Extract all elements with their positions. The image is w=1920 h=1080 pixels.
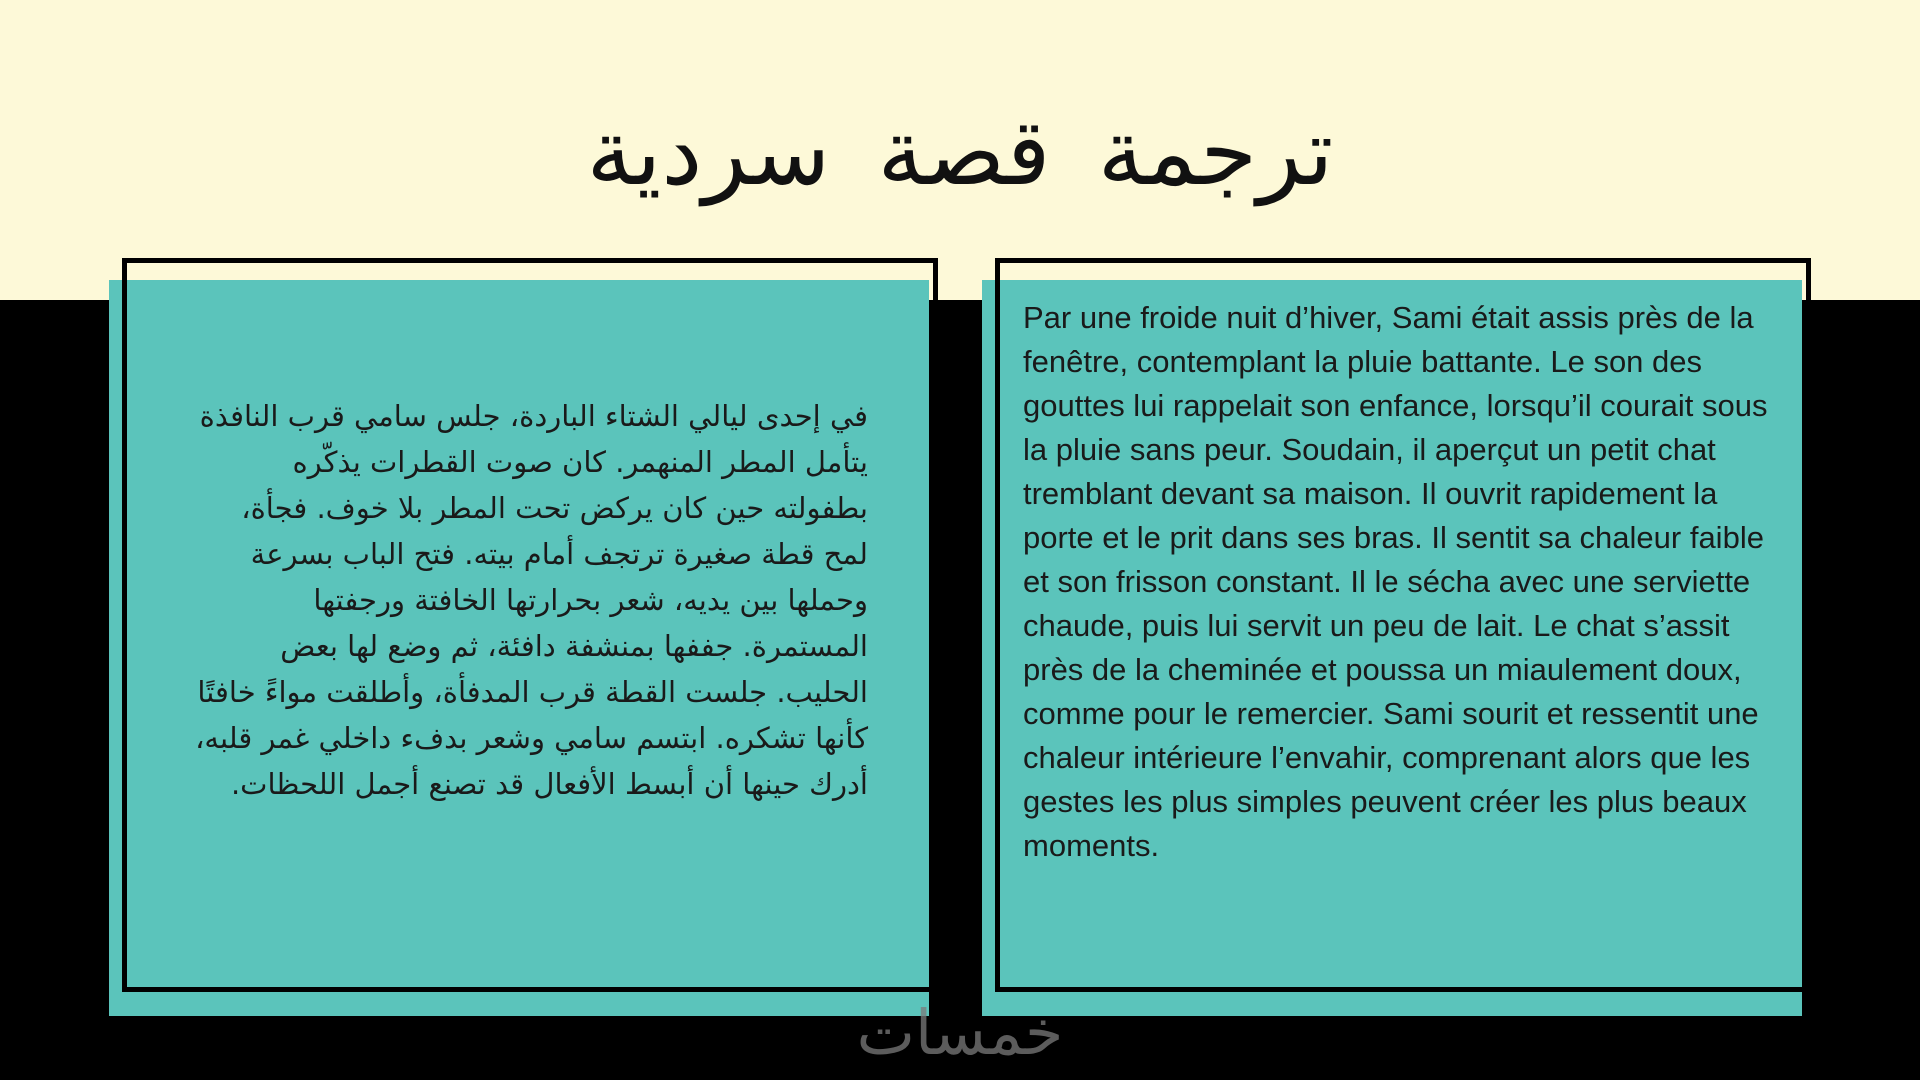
french-story-text: Par une froide nuit d’hiver, Sami était assis près de la fenêtre, contemplant la pluie battante. Le son des gouttes lui rappelait son enfance, lorsqu’il courait sous la pluie sans peur. Soudain, il aperçut un petit chat tremblant devant sa maison. Il ouvrit rapidement la porte et le prit dans ses bras. Il sentit sa chaleur faible et son frisson constant. Il le sécha avec une serviette chaude, puis lui servit un peu de lait. Le chat s’assit près de la cheminée et poussa un miaulement doux, comme pour le remercier. Sami sourit et ressentit une chaleur intérieure l’envahir, comprenant alors que les gestes les plus simples peuvent créer les plus beaux moments. xyxy=(1023,300,1768,863)
page-title: ترجمة قصة سردية xyxy=(586,99,1334,206)
watermark-logo: خمسات xyxy=(856,996,1064,1069)
arabic-story-text: في إحدى ليالي الشتاء الباردة، جلس سامي قرب النافذة يتأمل المطر المنهمر. كان صوت القطرات يذكّره بطفولته حين كان يركض تحت المطر بلا خوف. فجأة، لمح قطة صغيرة ترتجف أمام بيته. فتح الباب بسرعة وحملها بين يديه، شعر بحرارتها الخافتة ورجفتها المستمرة. جففها بمنشفة دافئة، ثم وضع لها بعض الحليب. جلست القطة قرب المدفأة، وأطلقت مواءً خافتًا كأنها تشكره. ابتسم سامي وشعر بدفء داخلي غمر قلبه، أدرك حينها أن أبسط الأفعال قد تصنع أجمل اللحظات. xyxy=(195,399,868,801)
